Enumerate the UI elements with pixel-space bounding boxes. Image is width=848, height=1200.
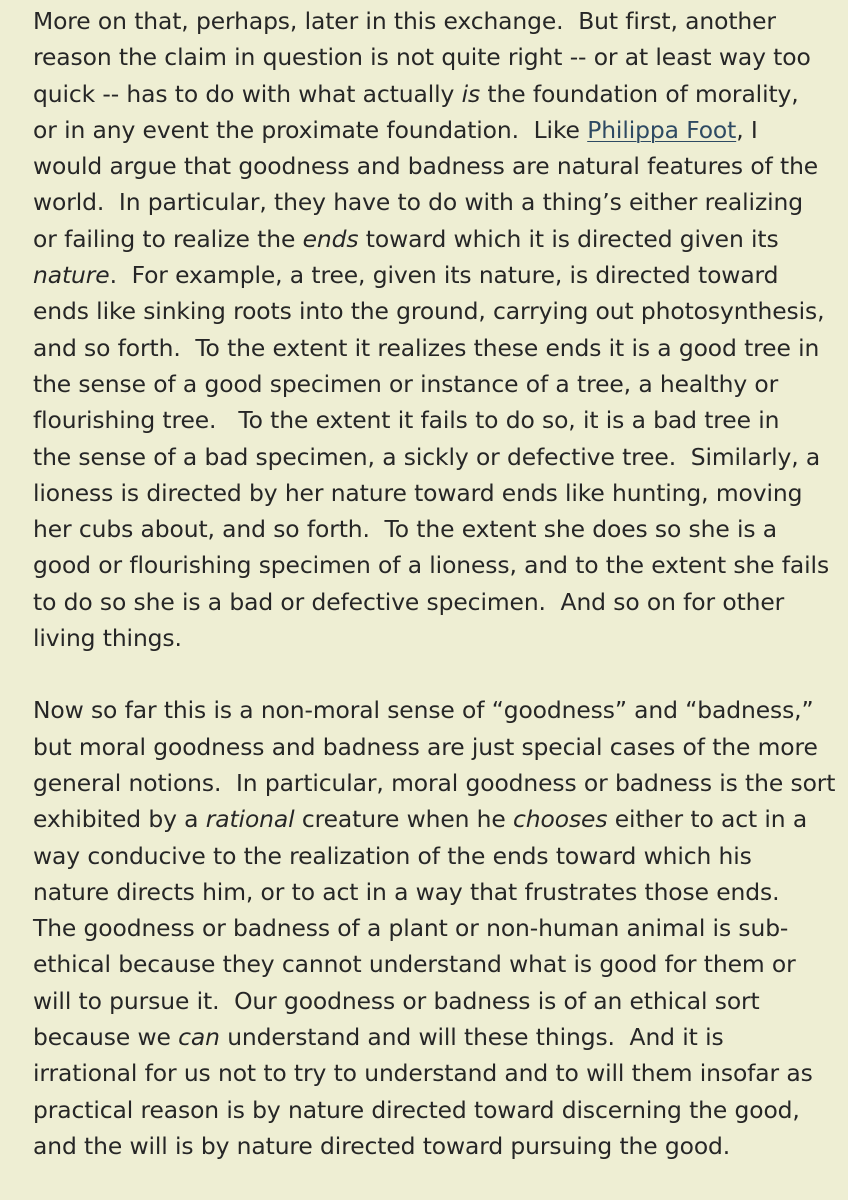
text-run: way conducive to the realization of the ends toward which his <box>33 841 752 870</box>
text-run: and the will is by nature directed toward pursuing the good. <box>33 1131 731 1160</box>
text-run: More on that, perhaps, later in this exchange. But first, another <box>33 7 776 35</box>
text-run: but moral goodness and badness are just special cases of the more <box>33 732 818 761</box>
paragraph-line <box>33 910 828 946</box>
paragraph-line <box>33 475 828 511</box>
paragraph-line <box>33 293 828 329</box>
text-run: reason the claim in question is not quite right -- or at least way too <box>33 43 811 72</box>
text-run: practical reason is by nature directed toward discerning the good, <box>33 1095 800 1124</box>
text-run: ethical because they cannot understand what is good for them or <box>33 950 796 979</box>
paragraph-line <box>33 366 828 402</box>
text-run: flourishing tree. To the extent it fails to do so, it is a bad tree in <box>33 406 780 435</box>
paragraph-1 <box>33 3 828 656</box>
text-run: toward which it is directed given its <box>358 224 779 253</box>
text-run: world. In particular, they have to do with a thing’s either realizing <box>33 188 803 217</box>
text-run: nature directs him, or to act in a way that frustrates those ends. <box>33 877 780 906</box>
paragraph-line <box>33 729 828 765</box>
emphasis-text: nature <box>33 261 110 290</box>
philippa-foot-link[interactable]: Philippa Foot <box>587 115 737 144</box>
text-run: understand and will these things. And it is <box>219 1023 724 1052</box>
text-run: The goodness or badness of a plant or non-human animal is sub- <box>33 914 789 943</box>
paragraph-line <box>33 1019 828 1055</box>
text-run: ends like sinking roots into the ground, carrying out photosynthesis, <box>33 297 825 326</box>
emphasis-text: rational <box>205 805 295 834</box>
text-run: would argue that goodness and badness are natural features of the <box>33 152 819 181</box>
text-run: exhibited by a <box>33 805 206 834</box>
paragraph-line <box>33 1092 828 1128</box>
paragraph-line <box>33 983 828 1019</box>
text-run: , I <box>736 115 758 144</box>
text-run: her cubs about, and so forth. To the extent she does so she is a <box>33 515 778 544</box>
paragraph-line <box>33 838 828 874</box>
paragraph-line <box>33 946 828 982</box>
text-run: the foundation of morality, <box>480 79 799 108</box>
text-run: or failing to realize the <box>33 224 303 253</box>
text-run: creature when he <box>294 805 514 834</box>
paragraph-2 <box>33 692 836 1164</box>
text-run: and so forth. To the extent it realizes these ends it is a good tree in <box>33 333 820 362</box>
emphasis-text: chooses <box>513 805 608 834</box>
paragraph-line <box>33 76 828 112</box>
paragraph-line <box>33 257 828 293</box>
text-run: or in any event the proximate foundation. Like <box>33 115 588 144</box>
paragraph-line <box>33 584 828 620</box>
article-body <box>33 3 836 1164</box>
paragraph-line <box>33 874 828 910</box>
paragraph-line <box>33 3 828 39</box>
paragraph-line <box>33 692 828 728</box>
paragraph-line <box>33 112 828 148</box>
text-run: the sense of a good specimen or instance of a tree, a healthy or <box>33 369 779 398</box>
paragraph-line <box>33 620 828 656</box>
paragraph-line <box>33 148 828 184</box>
text-run: living things. <box>33 624 182 653</box>
paragraph-line <box>33 330 828 366</box>
text-run: will to pursue it. Our goodness or badness is of an ethical sort <box>33 986 760 1015</box>
text-run: because we <box>33 1023 179 1052</box>
text-run: good or flourishing specimen of a lioness, and to the extent she fails <box>33 551 830 580</box>
paragraph-line <box>33 402 828 438</box>
text-run: irrational for us not to try to understand and to will them insofar as <box>33 1059 813 1088</box>
text-run: lioness is directed by her nature toward ends like hunting, moving <box>33 478 803 507</box>
text-run: . For example, a tree, given its nature, is directed toward <box>109 261 779 290</box>
paragraph-line <box>33 511 828 547</box>
paragraph-line <box>33 765 836 801</box>
paragraph-line <box>33 184 828 220</box>
text-run: quick -- has to do with what actually <box>33 79 462 108</box>
paragraph-line <box>33 439 828 475</box>
emphasis-text: can <box>178 1023 220 1052</box>
paragraph-line <box>33 801 828 837</box>
paragraph-line <box>33 1128 828 1164</box>
emphasis-text: is <box>461 79 481 108</box>
text-run: the sense of a bad specimen, a sickly or defective tree. Similarly, a <box>33 442 821 471</box>
text-run: either to act in a <box>607 805 808 834</box>
text-run: to do so she is a bad or defective specimen. And so on for other <box>33 587 785 616</box>
paragraph-line <box>33 221 828 257</box>
paragraph-line <box>33 39 828 75</box>
emphasis-text: ends <box>302 224 359 253</box>
paragraph-line <box>33 547 828 583</box>
text-run: Now so far this is a non-moral sense of “goodness” and “badness,” <box>33 696 814 725</box>
paragraph-line <box>33 1055 828 1091</box>
text-run: general notions. In particular, moral goodness or badness is the sort <box>33 768 836 797</box>
